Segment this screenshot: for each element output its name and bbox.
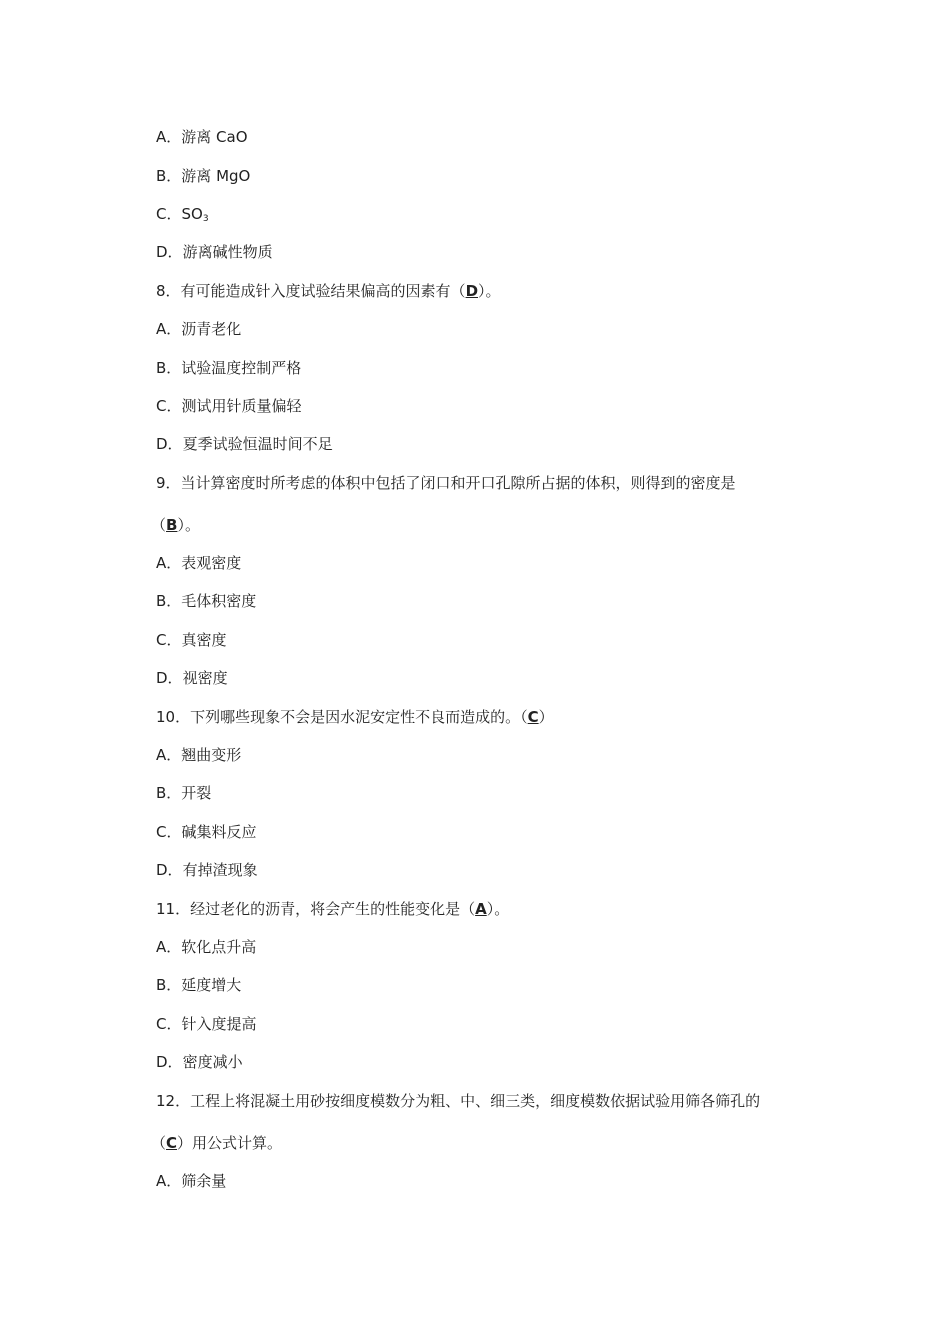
question-number: 10． bbox=[156, 708, 191, 726]
option-label: B． bbox=[156, 976, 182, 994]
option-label: D． bbox=[156, 435, 183, 453]
question-9-continuation bbox=[151, 515, 200, 535]
question-number: 8． bbox=[156, 282, 181, 300]
subscript: 3 bbox=[202, 214, 209, 224]
question-text: 工程上将混凝土用砂按细度模数分为粗、中、细三类，细度模数依据试验用筛各筛孔的 bbox=[190, 1092, 761, 1110]
question-text: （ bbox=[151, 1134, 167, 1152]
option-label: C． bbox=[156, 631, 182, 649]
question-tail: ）。 bbox=[486, 900, 510, 918]
question-tail: ） bbox=[538, 708, 554, 726]
question-text: 有可能造成针入度试验结果偏高的因素有（ bbox=[180, 282, 466, 300]
option-text: 筛余量 bbox=[181, 1172, 227, 1190]
option-label: C． bbox=[156, 1015, 182, 1033]
option-11a bbox=[156, 937, 256, 957]
question-text: 下列哪些现象不会是因水泥安定性不良而造成的。（ bbox=[190, 708, 528, 726]
option-8d bbox=[156, 434, 333, 454]
option-label: D． bbox=[156, 1053, 183, 1071]
answer-mark: B bbox=[166, 516, 178, 534]
question-text: （ bbox=[151, 516, 167, 534]
option-label: A． bbox=[156, 320, 182, 338]
option-label: B． bbox=[156, 359, 182, 377]
option-label: D． bbox=[156, 243, 183, 261]
option-text: 翘曲变形 bbox=[181, 746, 242, 764]
option-text: 软化点升高 bbox=[181, 938, 257, 956]
option-label: A． bbox=[156, 128, 182, 146]
option-label: D． bbox=[156, 669, 183, 687]
option-text: 毛体积密度 bbox=[181, 592, 257, 610]
question-tail: ）。 bbox=[177, 516, 200, 534]
question-8 bbox=[156, 281, 501, 301]
option-label: B． bbox=[156, 592, 182, 610]
option-label: D． bbox=[156, 861, 183, 879]
option-text: 游离 CaO bbox=[181, 128, 248, 146]
option-7a bbox=[156, 127, 248, 147]
option-label: C． bbox=[156, 397, 182, 415]
question-number: 9． bbox=[156, 474, 181, 492]
option-label: B． bbox=[156, 167, 182, 185]
option-label: C． bbox=[156, 823, 182, 841]
option-label: A． bbox=[156, 1172, 182, 1190]
question-11 bbox=[156, 899, 509, 919]
option-9c bbox=[156, 630, 227, 650]
option-text: 延度增大 bbox=[181, 976, 242, 994]
option-7c bbox=[156, 204, 209, 229]
option-8b bbox=[156, 358, 301, 378]
option-label: A． bbox=[156, 938, 182, 956]
option-12a bbox=[156, 1171, 226, 1191]
question-12-continuation bbox=[151, 1133, 282, 1153]
option-10c bbox=[156, 822, 257, 842]
question-text: 经过老化的沥青，将会产生的性能变化是（ bbox=[190, 900, 476, 918]
option-9b bbox=[156, 591, 256, 611]
option-9a bbox=[156, 553, 241, 573]
option-9d bbox=[156, 668, 228, 688]
question-tail: ）。 bbox=[478, 282, 501, 300]
option-text: SO bbox=[181, 205, 203, 223]
option-label: B． bbox=[156, 784, 182, 802]
option-text: 视密度 bbox=[182, 669, 228, 687]
option-8a bbox=[156, 319, 241, 339]
option-11d bbox=[156, 1052, 243, 1072]
option-label: C． bbox=[156, 205, 182, 223]
option-text: 游离碱性物质 bbox=[182, 243, 273, 261]
option-text: 有掉渣现象 bbox=[182, 861, 258, 879]
option-text: 游离 MgO bbox=[181, 167, 251, 185]
option-11b bbox=[156, 975, 241, 995]
option-text: 开裂 bbox=[181, 784, 212, 802]
option-7b bbox=[156, 166, 250, 186]
question-number: 11． bbox=[156, 900, 191, 918]
option-text: 真密度 bbox=[181, 631, 227, 649]
question-number: 12． bbox=[156, 1092, 191, 1110]
question-tail: ）用公式计算。 bbox=[177, 1134, 283, 1152]
option-text: 针入度提高 bbox=[181, 1015, 257, 1033]
question-text: 当计算密度时所考虑的体积中包括了闭口和开口孔隙所占据的体积，则得到的密度是 bbox=[180, 474, 736, 492]
answer-mark: C bbox=[166, 1134, 178, 1152]
option-text: 夏季试验恒温时间不足 bbox=[182, 435, 333, 453]
answer-mark: C bbox=[527, 708, 539, 726]
option-11c bbox=[156, 1014, 257, 1034]
option-7d bbox=[156, 242, 273, 262]
option-text: 试验温度控制严格 bbox=[181, 359, 302, 377]
option-label: A． bbox=[156, 746, 182, 764]
option-text: 表观密度 bbox=[181, 554, 242, 572]
question-10 bbox=[156, 707, 554, 727]
question-12 bbox=[156, 1091, 760, 1111]
answer-mark: A bbox=[475, 900, 487, 918]
option-text: 测试用针质量偏轻 bbox=[181, 397, 302, 415]
answer-mark: D bbox=[465, 282, 479, 300]
option-8c bbox=[156, 396, 302, 416]
option-10d bbox=[156, 860, 258, 880]
option-10a bbox=[156, 745, 241, 765]
option-label: A． bbox=[156, 554, 182, 572]
option-10b bbox=[156, 783, 211, 803]
option-text: 沥青老化 bbox=[181, 320, 242, 338]
option-text: 密度减小 bbox=[182, 1053, 243, 1071]
option-text: 碱集料反应 bbox=[181, 823, 257, 841]
question-9 bbox=[156, 473, 736, 493]
